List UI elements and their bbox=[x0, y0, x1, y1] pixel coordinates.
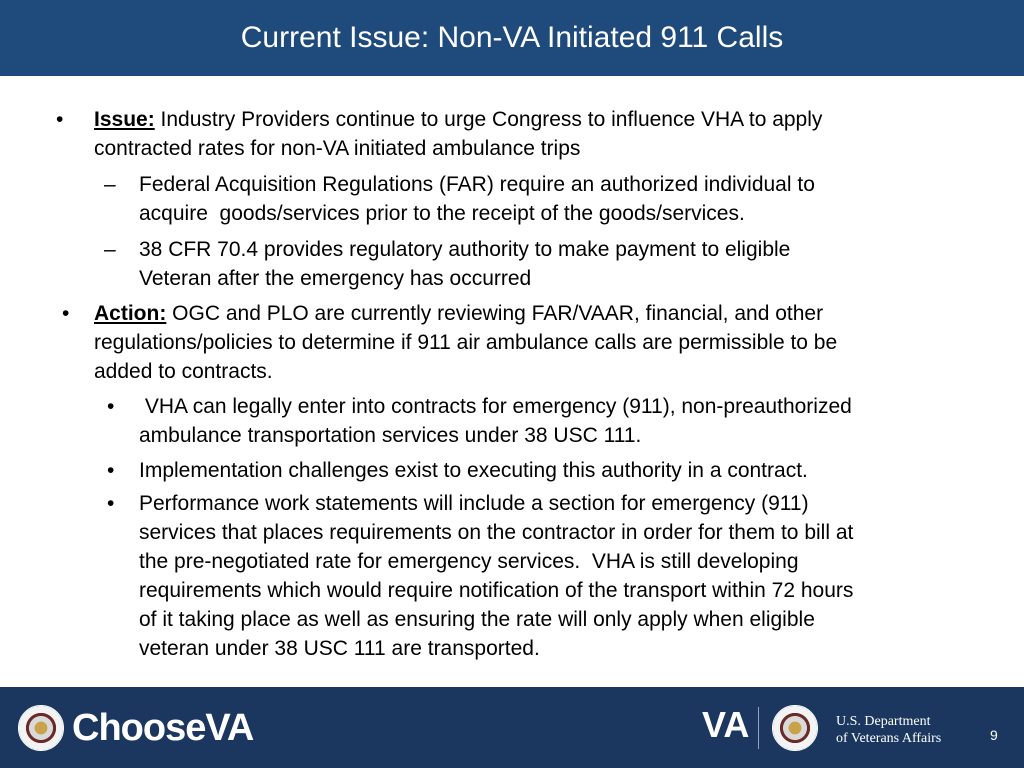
action-sub3-line-1: Performance work statements will include a section for emergency (911) bbox=[139, 492, 809, 515]
va-seal-icon bbox=[772, 705, 818, 751]
department-line-1: U.S. Department bbox=[836, 714, 931, 729]
footer-bar bbox=[0, 687, 1024, 768]
action-label: Action: bbox=[94, 302, 167, 325]
bullet-icon: • bbox=[107, 459, 115, 482]
issue-line-1 bbox=[94, 105, 822, 134]
dash-icon: – bbox=[104, 238, 116, 261]
action-sub1-line-1: VHA can legally enter into contracts for emergency (911), non-preauthorized bbox=[139, 395, 852, 418]
issue-text-2: contracted rates for non-VA initiated ambulance trips bbox=[94, 137, 581, 160]
issue-label: Issue: bbox=[94, 108, 155, 131]
action-sub1-line-2: ambulance transportation services under 38 USC 111. bbox=[139, 424, 642, 447]
page-number: 9 bbox=[990, 727, 998, 743]
bullet-icon: • bbox=[56, 108, 64, 131]
issue-sub1-line-2: acquire goods/services prior to the receipt of the goods/services. bbox=[139, 202, 745, 225]
title-bar bbox=[0, 0, 1024, 76]
action-sub2-line-1: Implementation challenges exist to executing this authority in a contract. bbox=[139, 459, 808, 482]
choose-va-logo bbox=[72, 700, 253, 756]
bullet-icon: • bbox=[62, 302, 70, 325]
logo-divider bbox=[758, 707, 759, 749]
action-text-2: regulations/policies to determine if 911 air ambulance calls are permissible to be bbox=[94, 331, 838, 354]
issue-text-1: Industry Providers continue to urge Congress to influence VHA to apply bbox=[154, 108, 823, 131]
issue-sub1-line-1: Federal Acquisition Regulations (FAR) require an authorized individual to bbox=[139, 173, 815, 196]
bullet-icon: • bbox=[107, 492, 115, 515]
action-text-1: OGC and PLO are currently reviewing FAR/VAAR, financial, and other bbox=[166, 302, 824, 325]
department-name bbox=[836, 713, 941, 747]
slide-title: Current Issue: Non-VA Initiated 911 Calls bbox=[240, 21, 784, 54]
va-logo: VA bbox=[702, 704, 750, 745]
action-sub3-line-2: services that places requirements on the contractor in order for them to bill at bbox=[139, 521, 854, 544]
va-seal-icon bbox=[18, 705, 64, 751]
choose-va-text: ChooseVA bbox=[72, 707, 254, 749]
action-sub3-line-5: of it taking place as well as ensuring the rate will only apply when eligible bbox=[139, 608, 815, 631]
department-line-2: of Veterans Affairs bbox=[836, 731, 942, 746]
action-text-3: added to contracts. bbox=[94, 360, 273, 383]
action-sub3-line-3: the pre-negotiated rate for emergency services. VHA is still developing bbox=[139, 550, 799, 573]
bullet-icon: • bbox=[107, 395, 115, 418]
dash-icon: – bbox=[104, 173, 116, 196]
action-line-1 bbox=[94, 299, 823, 328]
issue-sub2-line-2: Veteran after the emergency has occurred bbox=[139, 267, 532, 290]
action-sub3-line-6: veteran under 38 USC 111 are transported. bbox=[139, 637, 540, 660]
issue-sub2-line-1: 38 CFR 70.4 provides regulatory authority to make payment to eligible bbox=[139, 238, 791, 261]
action-sub3-line-4: requirements which would require notification of the transport within 72 hours bbox=[139, 579, 854, 602]
